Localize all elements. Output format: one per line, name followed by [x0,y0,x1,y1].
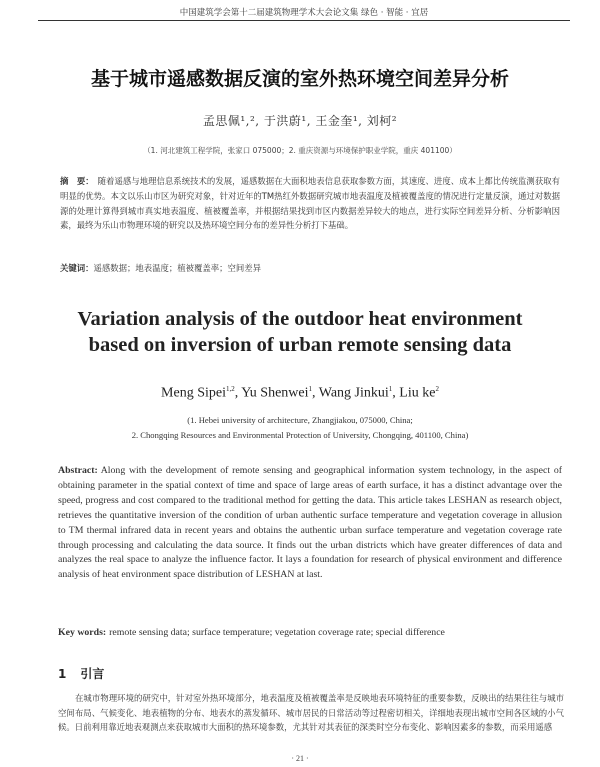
affiliation-line: 2. Chongqing Resources and Environmental Protection of University, Chongqing, 401100, China) [131,430,469,440]
page-number: · 21 · [291,754,309,763]
author-affil-mark: 1 [388,385,393,393]
chinese-abstract [60,174,560,233]
affiliation-line: (1. Hebei university of architecture, Zhangjiakou, 075000, China; [187,415,413,425]
chinese-abstract-text: 随着遥感与地理信息系统技术的发展，遥感数据在大面积地表信息获取参数方面，其速度、进度、成本上都比传统监测获取有明显的优势。本文以乐山市区为研究对象，针对近年的TM热红外数据研究城市地表温度及植被覆盖度的情况进行定量反演，通过对数据源的处理计算得到城市真实地表温度、植被覆盖率，并根据结果找到市区内数据差异较大的地点，进行实际空间差异分析、分析影响因素，最终为乐山市物理环境的研究以及热环境空间分布的差异性分析打下基础。 [60,176,561,231]
author-name: Liu ke [399,385,436,401]
chinese-title: 基于城市遥感数据反演的室外热环境空间差异分析 [90,68,509,90]
english-keywords-text: remote sensing data; surface temperature; vegetation coverage rate; special difference [109,627,445,638]
english-title-line-1: Variation analysis of the outdoor heat environment [77,308,523,330]
english-abstract-text: Along with the development of remote sensing and geographical information system technology, in the aspect of obtaining parameter in the spatial context of time and space of large areas of earth surface, it has a distinct advantage over the speed, progress and cost compared to the traditional method for getting the data. This article takes LESHAN as research object, retrieves the quantitative inversion of the condition of urban authentic surface temperature and vegetation coverage in allusion to TM thermal infrared data in recent years and obtains the authentic urban surface temperature and vegetation coverage rate through processing and calculating the data source. It finds out the urban districts which have greater differences of data and analyzes the real space to analyze the influence factor. It lays a foundation for research of physical environment and difference analysis of heat environment space distribution of LESHAN at last. [58,465,562,581]
section-number: 1 [58,667,67,681]
english-title-line-2: based on inversion of urban remote sensing data [88,334,512,356]
section-heading [58,665,104,682]
chinese-keywords-label: 关键词： [60,263,94,273]
author-affil-mark: 2 [435,385,439,393]
running-header: 中国建筑学会第十二届建筑物理学术大会论文集 绿色 · 智能 · 宜居 [179,8,429,18]
english-authors: Meng Sipei$^{1,2}$, Yu Shenwei$^1$, Wang Jinkui$^1$, Liu $ke^2$ [161,385,439,401]
author-name: Yu Shenwei [241,385,309,401]
section-title: 引言 [80,667,105,681]
chinese-abstract-label: 摘 要： [60,176,94,186]
english-abstract [58,464,562,583]
english-keywords [58,627,562,638]
chinese-keywords-text: 遥感数据；地表温度；植被覆盖率；空间差异 [93,263,261,273]
author-affil-mark: 1 [308,385,312,393]
english-title [0,306,600,358]
header-rule [38,20,570,21]
author-name: Meng Sipei [161,385,226,401]
body-paragraph: 在城市物理环境的研究中，针对室外热环境部分，地表温度及植被覆盖率是反映地表环境特征的重要参数，反映出的结果往往与城市空间布局、气候变化、地表植物的分布、地表水的蒸发循环、城市居民的日常活动等过程密切相关，详细地表现出城市空间各区域的小气候。日前利用靠近地表观测点来获取城市大面积的热环境参数，尤其针对其表征的深类时空分布变化、影响因素多的参数，而采用遥感 [58,693,564,733]
english-keywords-label: Key words: [58,627,107,638]
english-abstract-label: Abstract: [58,465,98,476]
chinese-authors: 孟思佩¹,², 于洪蔚¹, 王金奎¹, 刘柯² [202,114,398,128]
author-affil-mark: 1,2 [225,385,235,393]
author-name: Wang Jinkui [318,385,389,401]
chinese-keywords [60,262,560,274]
chinese-affiliations: （1. 河北建筑工程学院，张家口 075000；2. 重庆资源与环境保护职业学院，重庆 401100） [143,146,457,155]
english-affiliations [0,413,600,443]
